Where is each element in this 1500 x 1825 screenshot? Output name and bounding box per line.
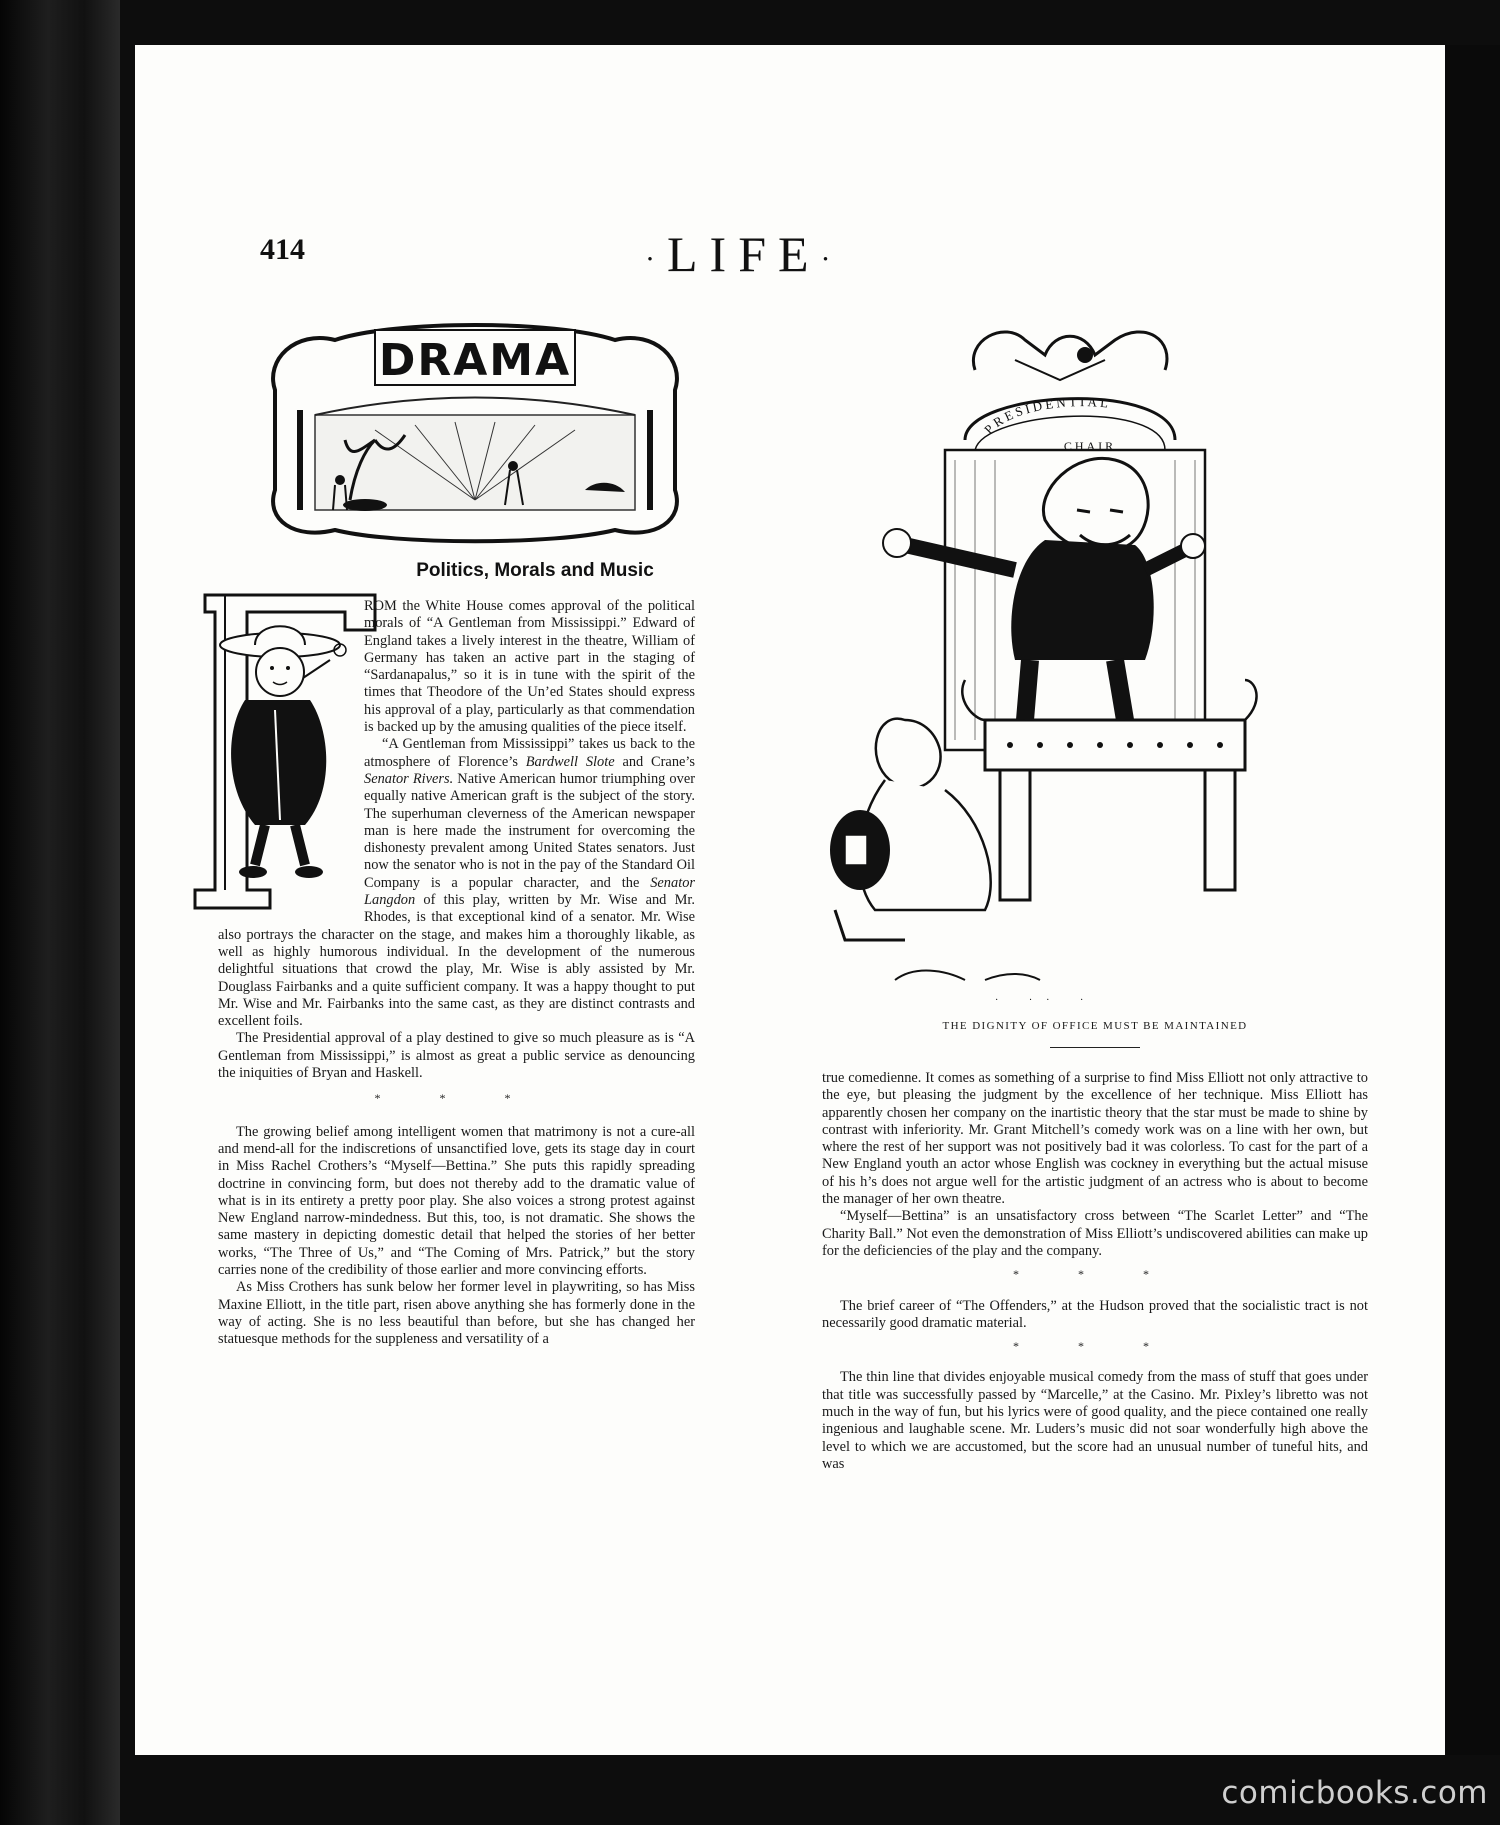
article-left-column xyxy=(218,598,695,1348)
article-text: “A Gentleman from Mississippi” takes us back to the atmosphere of Florence’s xyxy=(364,736,695,770)
chair-label-bottom: CHAIR xyxy=(1063,439,1117,453)
presidential-chair-cartoon xyxy=(815,300,1375,1015)
masthead-ornament-left: · xyxy=(645,242,667,276)
drama-banner-heading: DRAMA xyxy=(378,335,572,386)
magazine-page xyxy=(135,45,1445,1755)
caption-rule xyxy=(1050,1047,1140,1048)
dropcap-spacer xyxy=(218,598,356,916)
article-text: Native American humor triumphing over equally native American graft is the subject of the story. The superhuman cleverness of the American newspaper man is here made the instrument for overcoming the dishonesty prevalent among United States senators. Just now the senator who is not in the pay of the Standard Oil Company is a popular character, and the xyxy=(364,770,695,891)
article-title: Politics, Morals and Music xyxy=(416,560,654,581)
chair-label-top-path: PRESIDENTIAL xyxy=(981,394,1112,437)
section-divider-stars: * * * xyxy=(1013,1339,1177,1354)
artist-date-marks: · ·· · xyxy=(995,995,1098,1006)
article-paragraph: As Miss Crothers has sunk below her former level in playwriting, so has Miss Maxine Elliott, in the title part, risen above anything she has formerly done in the way of acting. She is no less beautiful than before, but she has changed her statuesque methods for the suppleness and versatility of a xyxy=(218,1279,695,1348)
article-right-column xyxy=(822,1070,1368,1473)
chair-label-top xyxy=(981,394,1112,437)
article-paragraph: true comedienne. It comes as something of a surprise to find Miss Elliott not only attractive to the eye, but pleasing the judgment by the excellence of her technique. Miss Elliott has apparently chosen her company on the inartistic theory that the star must be made to shine by contrast with inferiority. Mr. Grant Mitchell’s comedy work was on a line with her own, but where the rest of her support was not positively bad it was colorless. To cast for the part of a New England youth an actor whose English was cockney in everything but the actual misuse of his h’s does not argue well for the artistic judgment of an actress who is about to become the manager of her own theatre. xyxy=(822,1070,1368,1208)
masthead-ornament-right: · xyxy=(820,242,843,276)
article-italic: Bardwell Slote xyxy=(525,753,615,770)
article-text: and Crane’s xyxy=(614,753,696,770)
article-paragraph: The thin line that divides enjoyable musical comedy from the mass of stuff that goes under that title was successfully passed by “Marcelle,” at the Casino. Mr. Pixley’s libretto was not much in the way of fun, but his lyrics were of good quality, and the piece contained one really ingenious and laughable scene. Mr. Luders’s music did not soar wonderfully high above the level to which we are accustomed, but the score had an unusual number of tuneful hits, and was xyxy=(822,1369,1368,1472)
page-number: 414 xyxy=(260,233,305,266)
article-italic: Senator Rivers. xyxy=(364,770,454,787)
drama-banner-illustration xyxy=(255,300,695,550)
site-watermark: comicbooks.com xyxy=(1221,1775,1488,1811)
masthead-title: LIFE xyxy=(667,226,821,282)
section-divider-stars: * * * xyxy=(1013,1267,1177,1282)
scan-border-right xyxy=(1445,45,1500,1755)
article-paragraph: The growing belief among intelligent women that matrimony is not a cure-all and mend-all for the indiscretions of unsanctified love, gets its stage day in court in Miss Rachel Crothers’s “Myself—Bettina.” She puts this rapidly spreading doctrine in convincing form, but does not thereby add to the dramatic value of what is in its entirety a pretty poor play. She also voices a strong protest against New England narrow-mindedness. But this, too, is not dramatic. She shows the same mastery in depicting domestic detail that helped the stories of her better works, “The Three of Us,” and “The Coming of Mrs. Patrick,” but the story carries none of the credibility of those earlier and more convincing efforts. xyxy=(218,1123,695,1278)
article-paragraph: “Myself—Bettina” is an unsatisfactory cross between “The Scarlet Letter” and “The Charity Ball.” Not even the demonstration of Miss Elliott’s undiscovered abilities can make up for the deficiencies of the play and the company. xyxy=(822,1208,1368,1259)
article-paragraph: The Presidential approval of a play destined to give so much pleasure as is “A Gentleman from Mississippi,” is almost as great a public service as denouncing the iniquities of Bryan and Haskell. xyxy=(218,1030,695,1082)
article-paragraph: The brief career of “The Offenders,” at the Hudson proved that the socialistic tract is not necessarily good dramatic material. xyxy=(822,1297,1368,1331)
article-italic: Senator Langdon xyxy=(364,874,695,909)
cartoon-caption: THE DIGNITY OF OFFICE MUST BE MAINTAINED xyxy=(942,1020,1248,1032)
masthead xyxy=(645,225,843,283)
article-text: of this play, written by Mr. Wise and Mr. Rhodes, is that exceptional kind of a senator. Mr. Wise also portrays the character on the stage, and makes him a thoroughly likable, as well as highly humorous individual. In the development of the numerous delightful situations that crowd the play, Mr. Wise is ably assisted by Mr. Douglass Fairbanks and a quite sufficient company. It was a happy thought to put Mr. Wise and Mr. Fairbanks into the same cast, as they are distinct contrasts and excellent foils. xyxy=(218,892,695,1030)
article-lead-text: ROM the White House comes approval of the political morals of “A Gentleman from Mississippi.” Edward of England takes a lively interest in the theatre, William of Germany has taken an active part in the staging of “Sardanapalus,” so it is in tune with the spirit of the times that Theodore of the Un’ed States should express his approval of a play, particularly as that commendation is backed up by the amusing qualities of the piece itself. xyxy=(364,598,695,736)
section-divider-stars: * * * xyxy=(374,1091,539,1106)
scan-border-left xyxy=(0,0,120,1825)
